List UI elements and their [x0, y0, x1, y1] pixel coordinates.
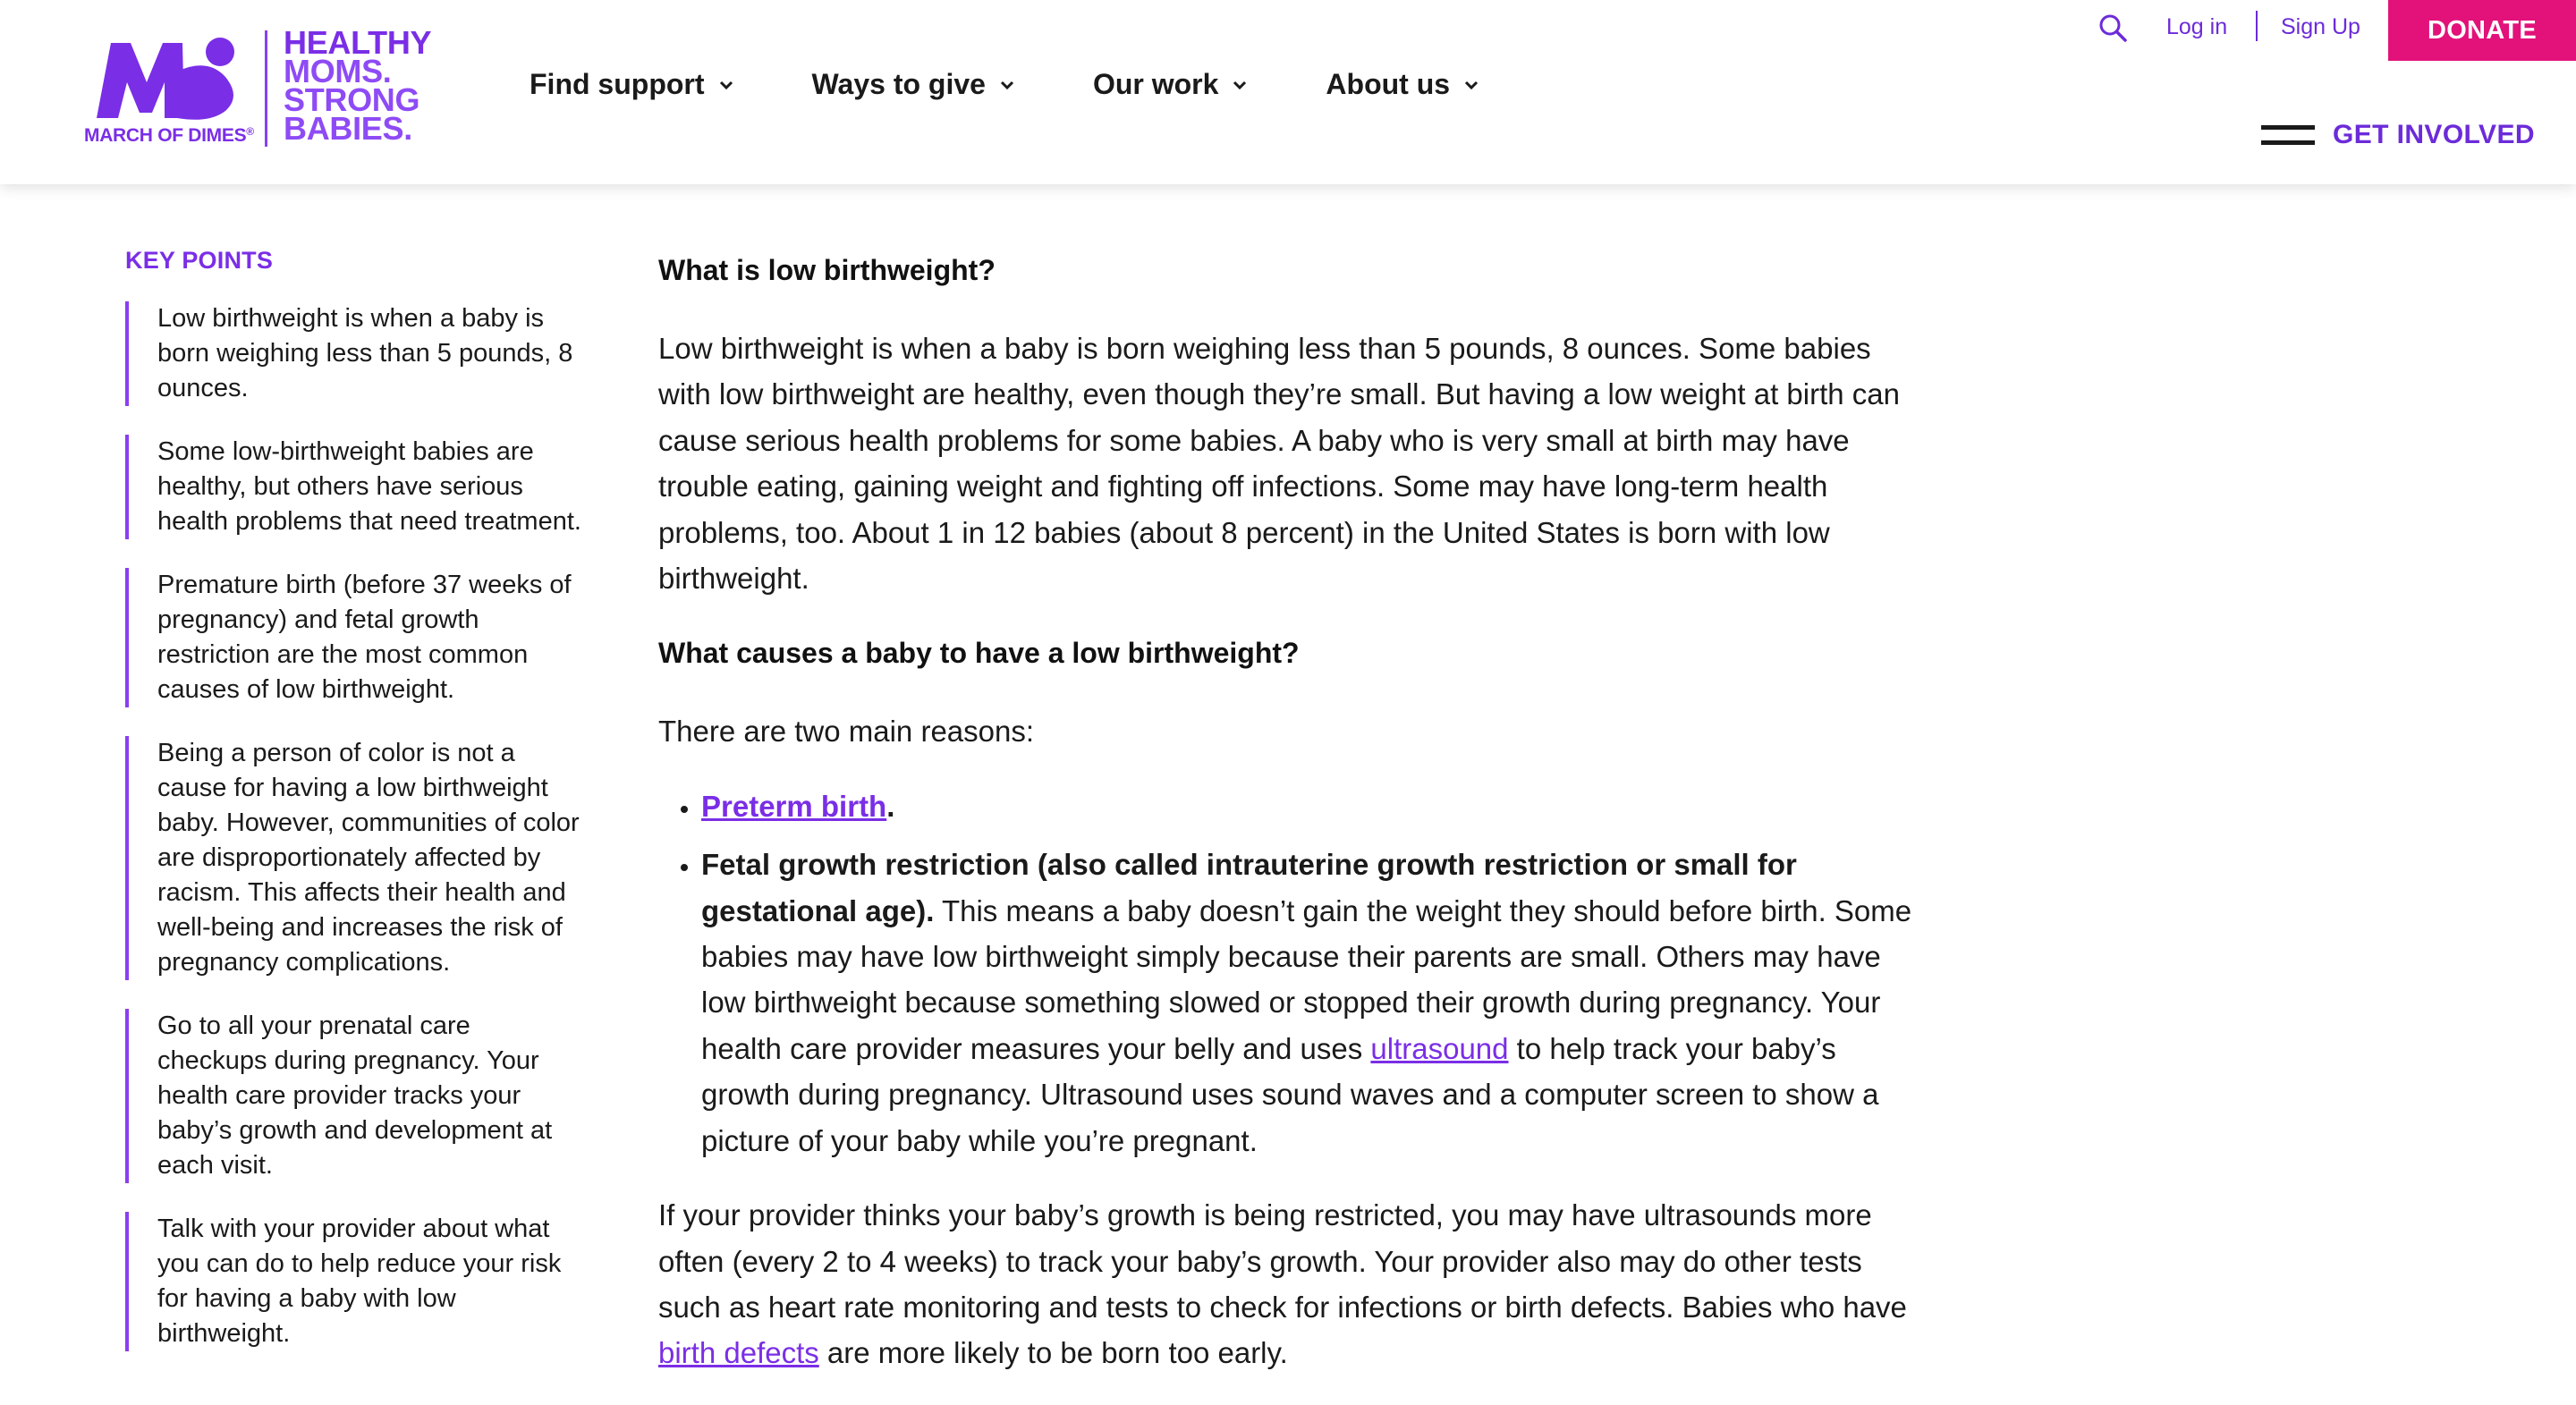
key-points-title: KEY POINTS: [125, 247, 274, 274]
chevron-down-icon: [719, 80, 733, 89]
article-paragraph: Low birthweight is when a baby is born weighing less than 5 pounds, 8 ounces. Some babies with low birthweight are healthy, even though they’re small. But having a low weight at birth can cause serious health problems for some babies. A baby who is very small at birth may have trouble eating, gaining weight and fighting off infections. Some may have long-term health problems, too. About 1 in 12 babies (about 8 percent) in the United States is born with low birthweight.: [658, 332, 1900, 596]
tagline-line-4: BABIES.: [284, 110, 412, 147]
key-point-item: Some low-birthweight babies are healthy, but others have serious health problems that need treatment.: [125, 435, 581, 539]
key-point-item: Talk with your provider about what you can do to help reduce your risk for having a baby with low birthweight.: [125, 1212, 581, 1351]
key-point-item: Low birthweight is when a baby is born weighing less than 5 pounds, 8 ounces.: [125, 301, 581, 406]
chevron-down-icon: [1000, 80, 1014, 89]
logo-divider: [265, 30, 267, 147]
site-header: [0, 0, 2576, 184]
nav-ways-to-give[interactable]: [812, 68, 1014, 101]
tagline-line-2: MOMS.: [284, 53, 392, 89]
nav-find-support[interactable]: [530, 68, 733, 101]
bullet-bold-lead: Fetal growth restriction (also called intrauterine growth restriction or small for gestational age).: [701, 848, 1797, 927]
chevron-down-icon: [1464, 80, 1479, 89]
tagline-line-3: STRONG: [284, 81, 420, 118]
nav-about-us[interactable]: [1326, 68, 1479, 101]
nav-label: Ways to give: [811, 68, 986, 100]
login-link[interactable]: Log in: [2166, 14, 2228, 39]
tagline-line-1: HEALTHY: [284, 24, 432, 61]
key-point-item: Premature birth (before 37 weeks of pregnancy) and fetal growth restriction are the most common causes of low birthweight.: [125, 568, 581, 707]
get-involved-label: GET INVOLVED: [2333, 120, 2535, 149]
article-paragraph: There are two main reasons:: [658, 715, 1035, 749]
key-point-item: Go to all your prenatal care checkups during pregnancy. Your health care provider tracks your baby’s growth and development at each visit.: [125, 1009, 581, 1183]
causes-list: [658, 783, 1928, 1164]
question-heading: What causes a baby to have a low birthweight?: [658, 637, 1300, 670]
logo-tagline: [284, 24, 432, 147]
article-content: [658, 247, 1928, 1405]
hamburger-menu-icon: [2261, 125, 2315, 145]
paragraph-text: are more likely to be born too early.: [818, 1336, 1288, 1370]
nav-label: Find support: [530, 68, 705, 100]
preterm-birth-link[interactable]: Preterm birth: [701, 789, 887, 823]
get-involved-menu[interactable]: [2261, 120, 2535, 150]
nav-label: Our work: [1092, 68, 1219, 100]
chevron-down-icon: [1233, 80, 1247, 89]
key-points-sidebar: [125, 247, 581, 1380]
article-paragraph: [658, 1192, 1928, 1376]
main-nav: [530, 68, 1479, 101]
birth-defects-link[interactable]: birth defects: [658, 1336, 819, 1370]
bullet-punctuation: .: [886, 789, 895, 823]
paragraph-text: If your provider thinks your baby’s growth is being restricted, you may have ultrasounds more often (every 2 to 4 weeks) to track your baby’s growth. Your provider also may do other tests such as heart rate monitoring and tests to check for infections or birth defects. Babies who have: [658, 1198, 1907, 1324]
site-logo[interactable]: [84, 24, 432, 147]
question-heading: What is low birthweight?: [658, 254, 996, 286]
march-of-dimes-logo-mark: [84, 30, 254, 147]
search-icon[interactable]: [2097, 13, 2128, 43]
list-item: [701, 783, 1928, 829]
signup-link[interactable]: Sign Up: [2281, 14, 2360, 39]
logo-md-icon: [84, 30, 247, 123]
utility-divider: [2256, 11, 2258, 41]
nav-label: About us: [1326, 68, 1451, 100]
logo-caption: MARCH OF DIMES®: [84, 125, 254, 146]
donate-button[interactable]: DONATE: [2388, 0, 2576, 61]
bullet-text: to help track your baby’s growth during pregnancy. Ultrasound uses sound waves and a computer screen to show a picture of your baby while you’re pregnant.: [701, 1031, 1879, 1157]
key-point-item: Being a person of color is not a cause for having a low birthweight baby. However, communities of color are disproportionately affected by racism. This affects their health and well-being and increases the risk of pregnancy complications.: [125, 736, 581, 980]
ultrasound-link[interactable]: ultrasound: [1370, 1031, 1509, 1065]
list-item: [701, 842, 1928, 1164]
bullet-text: This means a baby doesn’t gain the weight they should before birth. Some babies may have low birthweight simply because their parents are small. Others may have low birthweight because something slowed or stopped their growth during pregnancy. Your health care provider measures your belly and uses: [701, 893, 1912, 1065]
nav-our-work[interactable]: [1093, 68, 1247, 101]
